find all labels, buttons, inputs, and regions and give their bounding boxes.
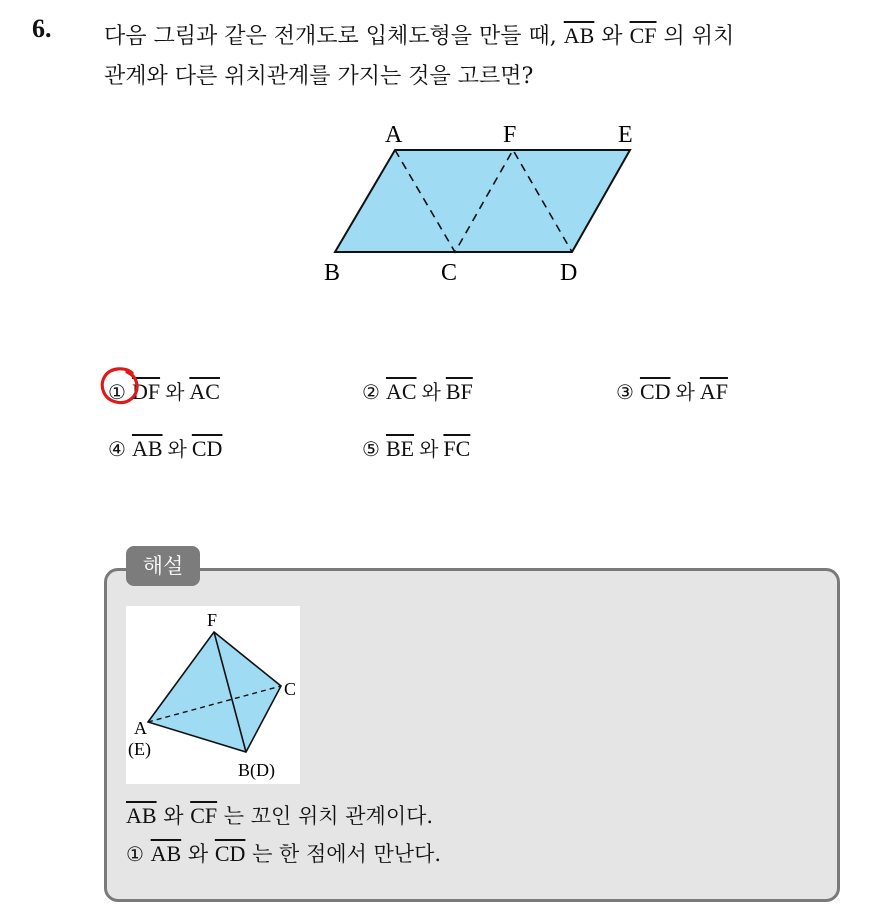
tetra-label-e: (E) — [128, 739, 151, 759]
net-diagram — [310, 112, 650, 292]
vertex-label-e: E — [618, 122, 633, 148]
net-parallelogram — [335, 150, 630, 252]
question-line-2: 관계와 다른 위치관계를 가지는 것을 고르면? — [104, 64, 534, 89]
question-number: 6. — [32, 14, 52, 43]
choice-3[interactable]: ③ $\overline{CD}$ 와 $\overline{AF}$ — [616, 379, 728, 404]
tetra-label-f: F — [207, 610, 218, 630]
solution-label: 해설 — [126, 546, 200, 586]
solution-line-1: $\overline{AB}$ 와 $\overline{CF}$ 는 꼬인 위치 관계이다. — [126, 803, 434, 828]
choice-1[interactable]: ① $\overline{DF}$ 와 $\overline{AC}$ — [108, 379, 220, 404]
tetra-label-c: C — [284, 679, 297, 699]
tetrahedron-face — [148, 632, 281, 752]
answer-circle-mark — [99, 365, 141, 405]
tetrahedron-diagram — [126, 606, 300, 784]
question-text — [104, 16, 874, 97]
tetra-label-bd: B(D) — [238, 760, 275, 780]
vertex-label-f: F — [503, 122, 517, 148]
segment-label: $\overline{CF}$ — [629, 23, 657, 48]
solution-line-2: ① $\overline{AB}$ 와 $\overline{CD}$ 는 한 점에서 만난다. — [126, 841, 442, 866]
tetra-label-a: A — [134, 718, 147, 738]
choice-4[interactable]: ④ $\overline{AB}$ 와 $\overline{CD}$ — [108, 436, 223, 461]
vertex-label-a: A — [385, 122, 403, 148]
vertex-label-d: D — [560, 260, 578, 286]
choice-5[interactable]: ⑤ $\overline{BE}$ 와 $\overline{FC}$ — [362, 436, 471, 461]
choice-2[interactable]: ② $\overline{AC}$ 와 $\overline{BF}$ — [362, 379, 473, 404]
segment-label: $\overline{AB}$ — [563, 23, 595, 48]
question-line-1: 다음 그림과 같은 전개도로 입체도형을 만들 때, $\overline{AB}$ 와 $\overline{CF}$ 의 위치 — [104, 23, 735, 49]
vertex-label-b: B — [324, 260, 341, 286]
vertex-label-c: C — [441, 260, 458, 286]
